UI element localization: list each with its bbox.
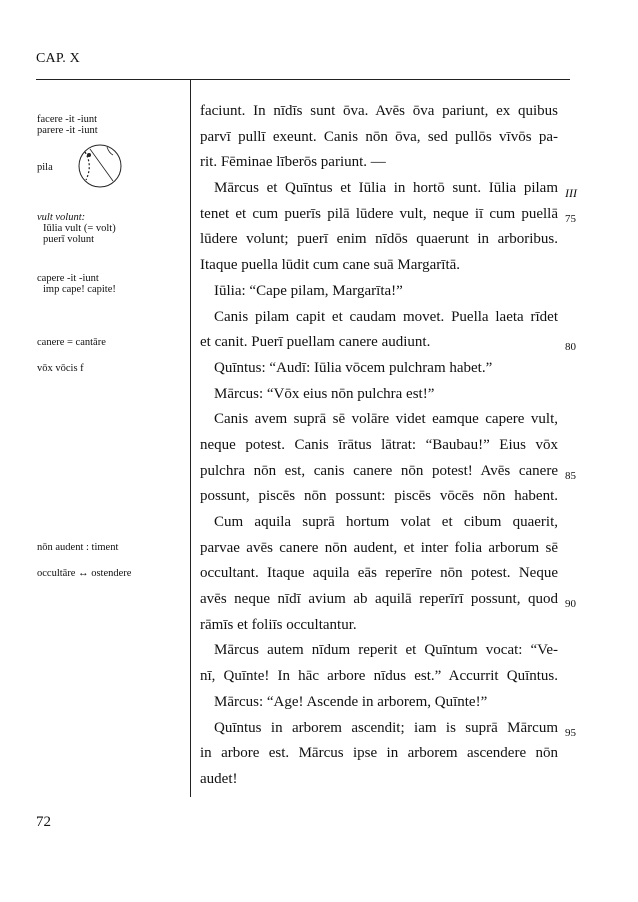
page-number: 72 bbox=[36, 814, 51, 830]
text-line: lūdere volunt; puerī enim nīdōs quaerunt in arboribus. bbox=[200, 231, 558, 248]
margin-note-capere: capere -it -iunt imp cape! capite! bbox=[37, 273, 116, 295]
line-marker-80: 80 bbox=[565, 341, 576, 353]
line-marker-III: III bbox=[565, 186, 577, 200]
header-rule bbox=[36, 79, 570, 80]
margin-note-facere: facere -it -iunt parere -it -iunt bbox=[37, 114, 98, 136]
text-line: Quīntus in arborem ascendit; iam is suprā Mārcum bbox=[214, 719, 558, 736]
text-line: Canis pilam capit et caudam movet. Puella laeta rīdet bbox=[214, 308, 558, 325]
line-marker-90: 90 bbox=[565, 598, 576, 610]
margin-note-canere: canere = cantāre bbox=[37, 337, 106, 348]
text-line: parvae avēs canere nōn audent, et inter folia arborum sē bbox=[200, 539, 558, 556]
margin-note-occultare: occultāre ↔ ostendere bbox=[37, 568, 132, 579]
text-line: faciunt. In nīdīs sunt ōva. Avēs ōva pariunt, ex quibus bbox=[200, 103, 558, 119]
margin-note-audent: nōn audent : timent bbox=[37, 542, 119, 553]
text-line: parvī pullī exeunt. Canis nōn ōva, sed pullōs vīvōs pa- bbox=[200, 128, 558, 145]
line-marker-75: 75 bbox=[565, 213, 576, 225]
text-line: Iūlia: “Cape pilam, Margarīta!” bbox=[214, 282, 403, 299]
line-marker-95: 95 bbox=[565, 727, 576, 739]
text-line: Mārcus: “Age! Ascende in arborem, Quīnte!” bbox=[214, 693, 488, 710]
margin-note-pila bbox=[37, 143, 137, 189]
text-line: audet! bbox=[200, 770, 238, 787]
text-line: Mārcus autem nīdum reperit et Quīntum vocat: “Ve- bbox=[214, 642, 558, 659]
text-line: nī, Quīnte! In hāc arbore nīdus est.” Accurrit Quīntus. bbox=[200, 668, 558, 685]
text-line: et canit. Puerī puellam canere audiunt. bbox=[200, 334, 431, 351]
ball-icon bbox=[77, 143, 123, 189]
line-marker-85: 85 bbox=[565, 470, 576, 482]
text-line: Itaque puella lūdit cum cane suā Margarītā. bbox=[200, 257, 461, 274]
text-line: Canis avem suprā sē volāre videt eamque capere vult, bbox=[214, 411, 558, 428]
text-line: Mārcus et Quīntus et Iūlia in hortō sunt. Iūlia pilam bbox=[214, 180, 558, 197]
main-text bbox=[200, 99, 558, 793]
text-line: neque potest. Canis īrātus lātrat: “Baubau!” Eius vōx bbox=[200, 436, 558, 453]
text-line: Mārcus: “Vōx eius nōn pulchra est!” bbox=[214, 385, 435, 402]
text-line: Quīntus: “Audī: Iūlia vōcem pulchram habet.” bbox=[214, 359, 493, 376]
pila-label: pila bbox=[37, 162, 53, 173]
text-line: Cum aquila suprā hortum volat et cibum quaerit, bbox=[214, 514, 558, 530]
margin-note-vult: vult volunt: Iūlia vult (= volt) puerī volunt bbox=[37, 212, 116, 245]
margin-note-vox: vōx vōcis f bbox=[37, 363, 84, 374]
text-line: tenet et cum puerīs pilā lūdere vult, neque iī cum puellā bbox=[200, 205, 558, 222]
text-line: rāmīs et foliīs occultantur. bbox=[200, 616, 357, 633]
text-line: in arbore est. Mārcus ipse in arborem ascendere nōn bbox=[200, 745, 558, 762]
text-line: rit. Fēminae līberōs pariunt. — bbox=[200, 154, 386, 171]
text-line: occultant. Itaque aquila eās reperīre nōn potest. Neque bbox=[200, 565, 558, 582]
text-line: avēs neque nīdī avium ab aquilā reperīrī possunt, quod bbox=[200, 591, 558, 608]
text-line: pulchra nōn est, canis canere nōn potest! Avēs canere bbox=[200, 462, 558, 479]
column-divider bbox=[190, 80, 191, 797]
text-line: possunt, piscēs nōn possunt: piscēs vōcēs nōn habent. bbox=[200, 488, 558, 505]
chapter-header: CAP. X bbox=[36, 51, 80, 66]
